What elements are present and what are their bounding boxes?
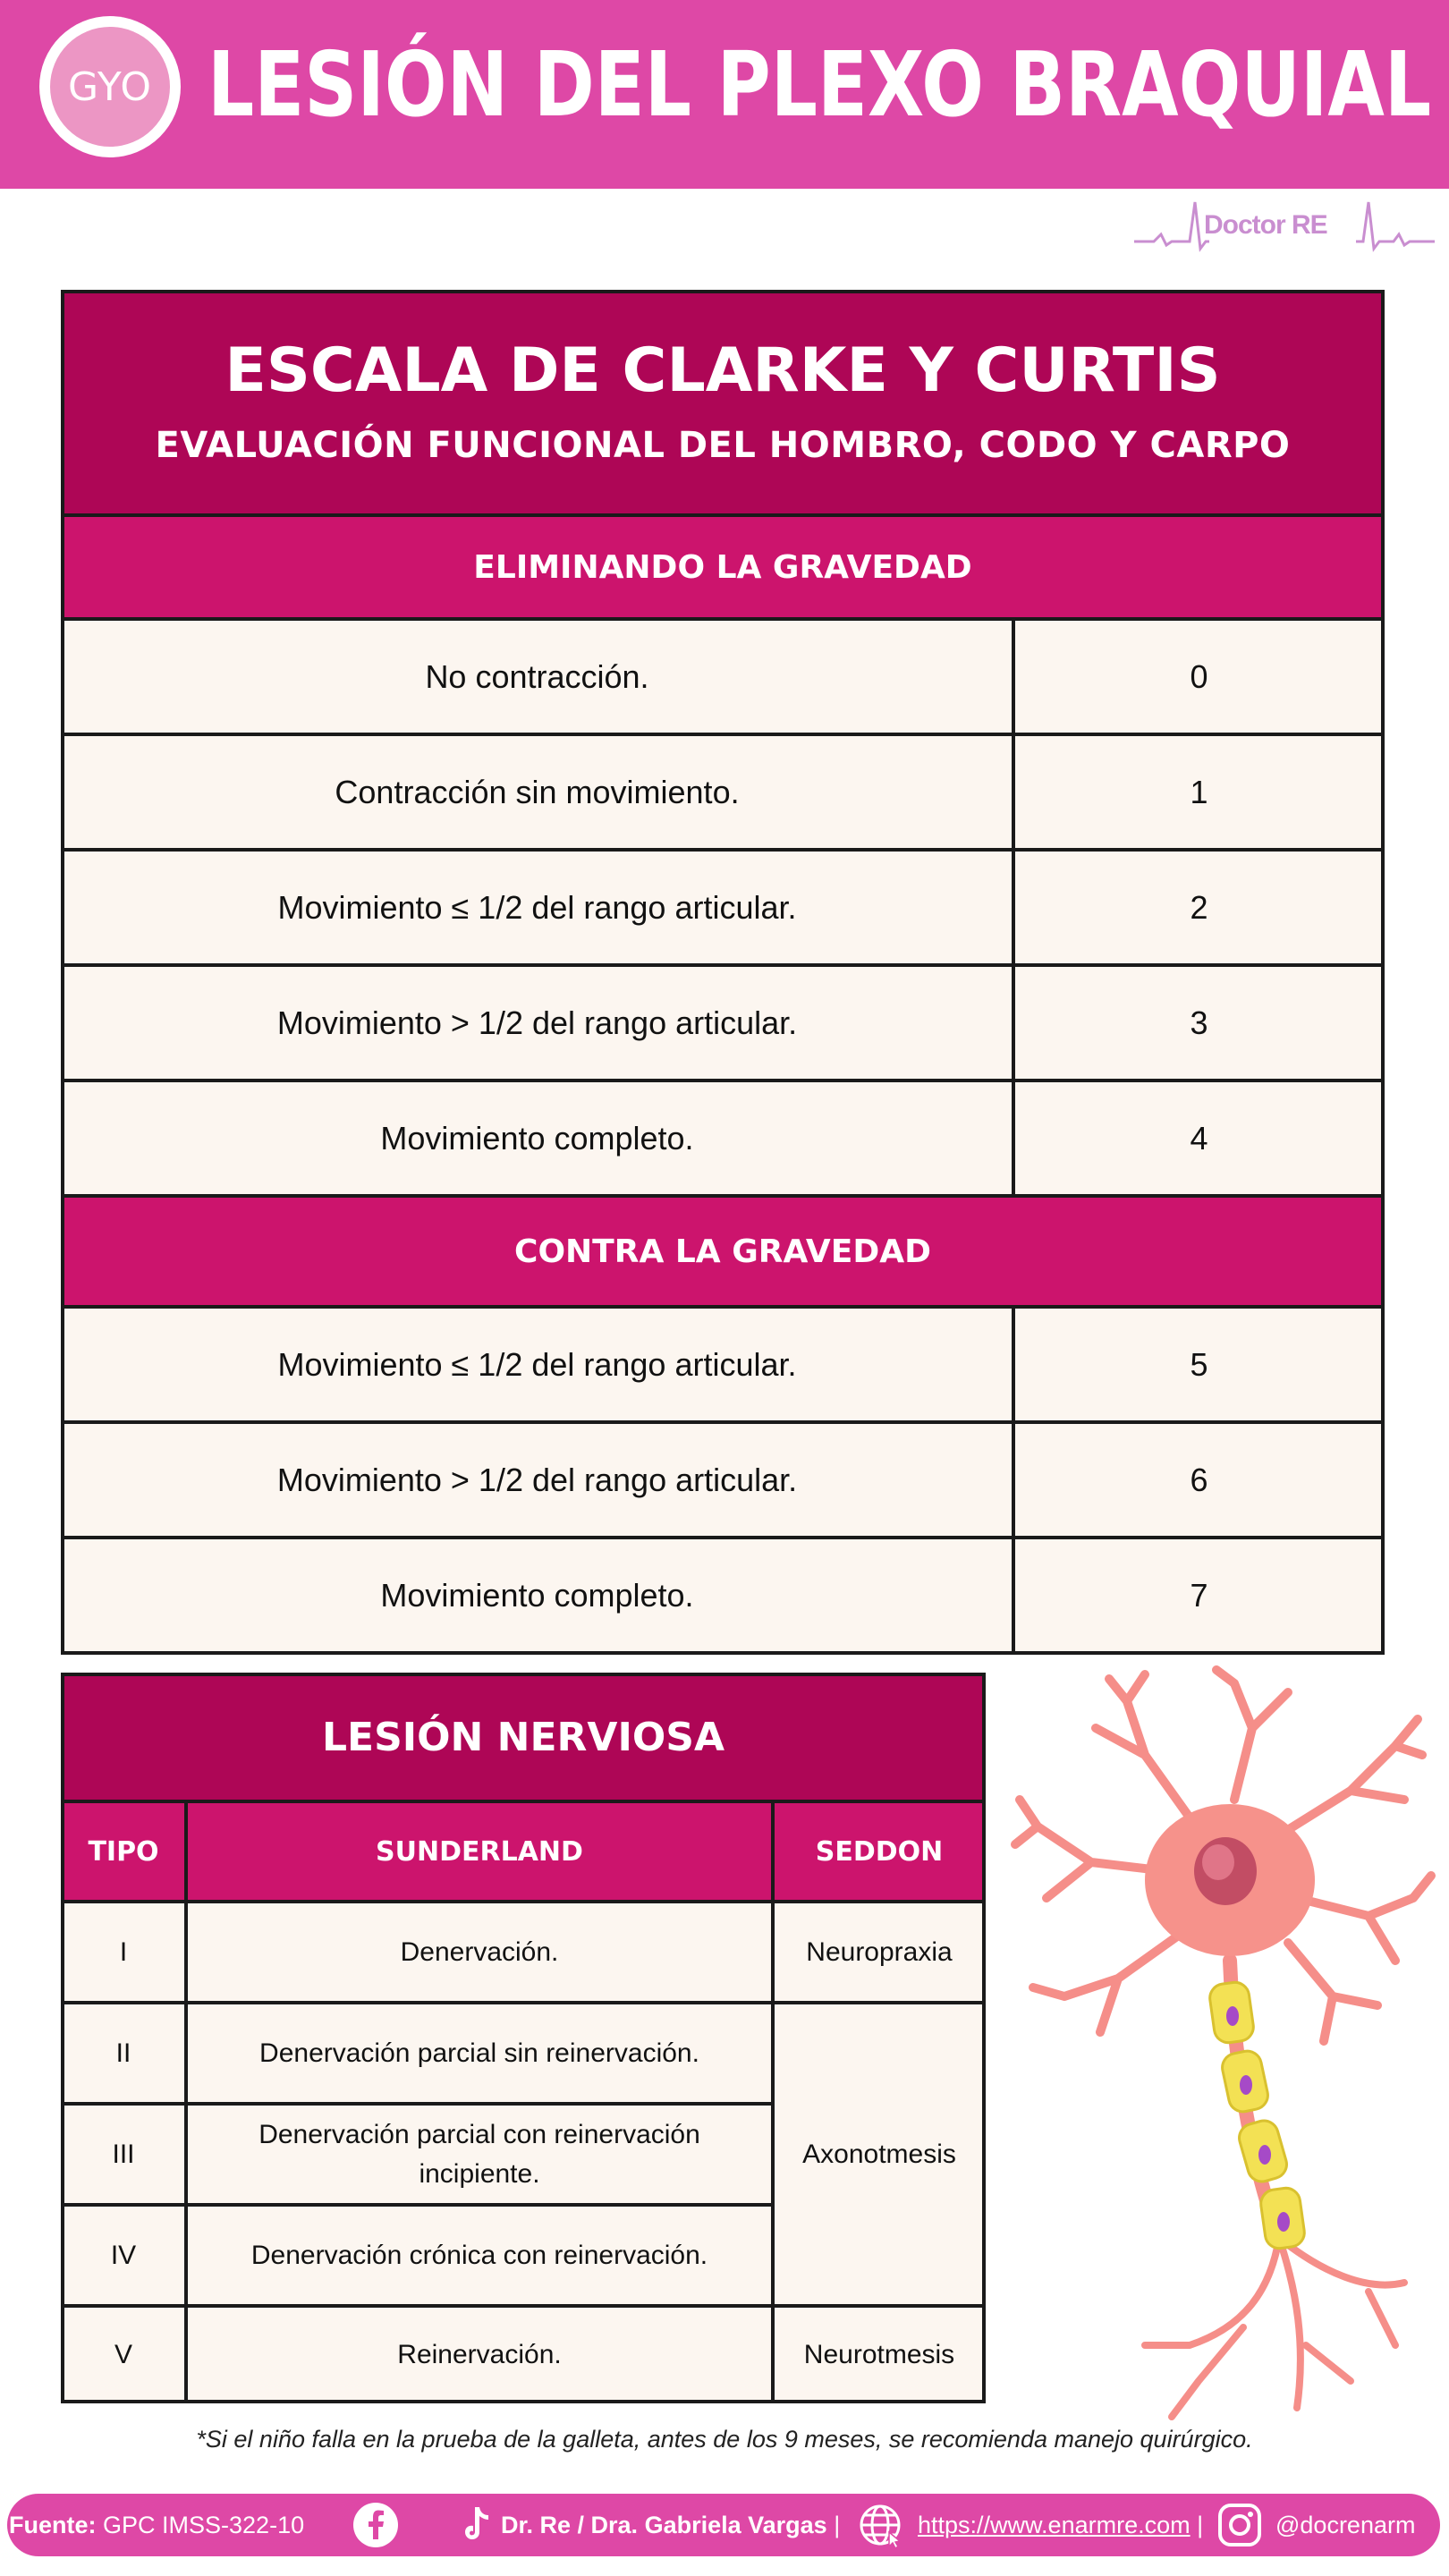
footer-website-wrap [918, 2494, 1203, 2556]
table-row [63, 1305, 1383, 1420]
row-description: Movimiento completo. [63, 1082, 1015, 1194]
table-row [63, 1420, 1383, 1536]
website-link[interactable]: https://www.enarmre.com [918, 2512, 1191, 2538]
globe-icon[interactable] [857, 2502, 903, 2548]
row-score: 1 [1190, 773, 1208, 810]
footer-separator: | [1197, 2512, 1204, 2538]
instagram-icon[interactable] [1216, 2502, 1263, 2548]
table-row [63, 733, 1383, 848]
column-header-seddon: SEDDON [815, 1835, 944, 1868]
cell-sunderland: Denervación crónica con reinervación. [188, 2207, 775, 2304]
nerve-table-header [63, 1800, 984, 1900]
column-header-sunderland: SUNDERLAND [188, 1803, 775, 1900]
logo-badge-text: GYO [50, 27, 170, 147]
table-row [63, 963, 1383, 1079]
cell-sunderland: Denervación parcial sin reinervación. [188, 2004, 775, 2102]
row-score: 6 [1190, 1461, 1208, 1498]
footer-instagram-handle[interactable]: @docrenarm [1275, 2512, 1416, 2538]
column-header-tipo: TIPO [63, 1803, 188, 1900]
footnote: *Si el niño falla en la prueba de la galleta, antes de los 9 meses, se recomienda manejo quirúrgico. [196, 2426, 1253, 2453]
footer-source-value: GPC IMSS-322-10 [103, 2512, 305, 2538]
cell-tipo: IV [63, 2207, 188, 2304]
table-row [63, 848, 1383, 963]
nerve-table-title: LESIÓN NERVIOSA [63, 1674, 984, 1800]
footer-authors [501, 2494, 840, 2556]
page-title: LESIÓN DEL PLEXO BRAQUIAL [208, 32, 1432, 137]
scale-title: ESCALA DE CLARKE Y CURTIS [225, 335, 1221, 406]
neuron-illustration-icon [1011, 1665, 1440, 2435]
cell-sunderland: Denervación. [188, 1903, 775, 2001]
row-score: 5 [1190, 1345, 1208, 1383]
row-description: Contracción sin movimiento. [63, 736, 1015, 848]
row-description: Movimiento > 1/2 del rango articular. [63, 1424, 1015, 1536]
table-row [63, 1079, 1383, 1194]
table-row [63, 2203, 775, 2304]
table-row [63, 2102, 775, 2203]
cell-tipo: I [63, 1903, 188, 2001]
table-row [63, 2001, 775, 2102]
row-description: No contracción. [63, 621, 1015, 733]
cell-sunderland: Denervación parcial con reinervación incipiente. [188, 2106, 775, 2203]
cell-seddon: Neuropraxia [775, 1900, 984, 2001]
cell-tipo: II [63, 2004, 188, 2102]
tiktok-icon[interactable] [454, 2502, 501, 2548]
cell-tipo: V [63, 2308, 188, 2402]
row-score: 3 [1190, 1004, 1208, 1041]
row-score: 7 [1190, 1576, 1208, 1614]
cell-seddon: Axonotmesis [775, 2001, 984, 2304]
section-heading-contra: CONTRA LA GRAVEDAD [63, 1194, 1383, 1305]
row-description: Movimiento ≤ 1/2 del rango articular. [63, 852, 1015, 963]
table-row [63, 2304, 775, 2402]
section-heading-eliminando: ELIMINANDO LA GRAVEDAD [63, 513, 1383, 617]
facebook-icon[interactable] [352, 2502, 399, 2548]
row-description: Movimiento completo. [63, 1539, 1015, 1651]
row-score: 0 [1190, 657, 1208, 695]
table-row [63, 617, 1383, 733]
brand-name: Doctor RE [1204, 210, 1327, 240]
row-description: Movimiento ≤ 1/2 del rango articular. [63, 1309, 1015, 1420]
cell-tipo: III [63, 2106, 188, 2203]
row-score: 4 [1190, 1119, 1208, 1157]
cell-sunderland: Reinervación. [188, 2308, 775, 2402]
row-score: 2 [1190, 888, 1208, 926]
footer-authors-text: Dr. Re / Dra. Gabriela Vargas [501, 2512, 827, 2538]
footer-separator: | [834, 2512, 841, 2538]
cell-seddon: Neurotmesis [775, 2304, 984, 2402]
row-description: Movimiento > 1/2 del rango articular. [63, 967, 1015, 1079]
footer-source-label: Fuente: [9, 2512, 97, 2538]
table-row [63, 1536, 1383, 1651]
table-row [63, 1900, 775, 2001]
footer-source [9, 2494, 304, 2556]
scale-subtitle: EVALUACIÓN FUNCIONAL DEL HOMBRO, CODO Y CARPO [155, 425, 1291, 466]
